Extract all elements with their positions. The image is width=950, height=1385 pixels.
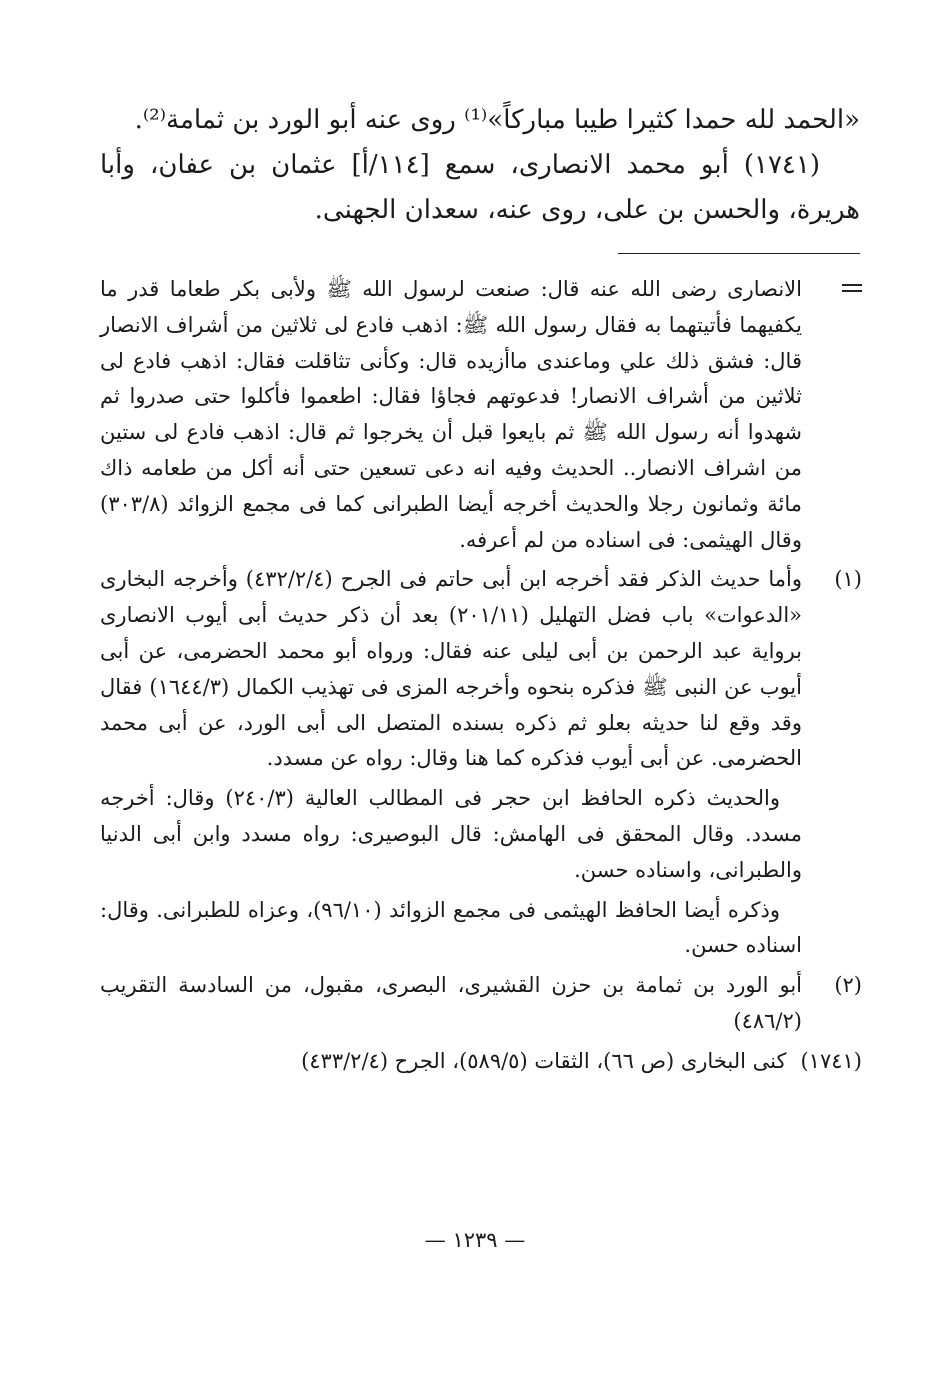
footnote-1741-text: كنى البخارى (ص ٦٦)، الثقات (٥٨٩/٥)، الجرح (٤٣٣/٢/٤) xyxy=(301,1048,787,1073)
footnote-1-para-1: وأما حديث الذكر فقد أخرجه ابن أبى حاتم فى الجرح (٤٣٢/٢/٤) وأخرجه البخارى «الدعوات» باب فضل التهليل (٢٠١/١١) بعد أن ذكر حديث أبى أيوب الانصارى برواية عبد الرحمن بن أبى ليلى عنه فقال: ورواه أبو محمد الحضرمى، عن أبى أيوب عن النبى ﷺ فذكره بنحوه وأخرجه المزى فى تهذيب الكمال (١٦٤٤/٣) فقال وقد وقع لنا حديثه بعلو ثم ذكره بسنده المتصل الى أبى الورد، عن أبى محمد الحضرمى. عن أبى أيوب فذكره كما هنا وقال: رواه عن مسدد. xyxy=(100,567,803,771)
biography-entry-1741: (١٧٤١) أبو محمد الانصارى، سمع [١١٤/أ] عثمان بن عفان، وأبا هريرة، والحسن بن على، روى عنه، سعدان الجهنى. xyxy=(100,150,860,225)
footnote-1-mark: (١) xyxy=(834,567,862,592)
footnotes xyxy=(100,272,862,1080)
continuation-mark xyxy=(802,272,862,558)
footnote-2-text: أبو الورد بن ثمامة بن حزن القشيرى، البصرى، مقبول، من السادسة التقريب (٤٨٦/٢) xyxy=(100,973,802,1033)
page-number: — ١٢٣٩ — xyxy=(424,1228,526,1252)
footnote-separator xyxy=(618,253,860,254)
footnote-1 xyxy=(100,562,862,964)
footnote-1741-mark: (١٧٤١) xyxy=(800,1048,862,1073)
footnote-2-mark: (٢) xyxy=(834,973,862,998)
main-text xyxy=(100,98,860,233)
main-line-1: «الحمد لله حمدا كثيرا طيبا مباركاً»⁽¹⁾ روى عنه أبو الورد بن ثمامة⁽²⁾. xyxy=(134,105,860,135)
footnote-1-para-2: والحديث ذكره الحافظ ابن حجر فى المطالب العالية (٢٤٠/٣) وقال: أخرجه مسدد. وقال المحقق فى الهامش: قال البوصيرى: رواه مسدد وابن أبى الدنيا والطبرانى، واسناده حسن. xyxy=(100,786,802,882)
footnote-2 xyxy=(100,968,862,1040)
footnote-1-para-3: وذكره أيضا الحافظ الهيثمى فى مجمع الزوائد (٩٦/١٠)، وعزاه للطبرانى. وقال: اسناده حسن. xyxy=(100,897,802,958)
footnote-1741 xyxy=(100,1044,862,1080)
continuation-text: الانصارى رضى الله عنه قال: صنعت لرسول الله ﷺ ولأبى بكر طعاما قدر ما يكفيهما فأتيتهما به فقال رسول الله ﷺ: اذهب فادع لى ثلاثين من أشراف الانصار قال: فشق ذلك علي وماعندى ماأزيده قال: وكأنى تثاقلت فقال: اذهب فادع لى ثلاثين من أشراف الانصار! فدعوتهم فجاؤا فقال: اطعموا فأكلوا حتى صدروا ثم شهدوا أنه رسول الله ﷺ ثم بايعوا قبل أن يخرجوا ثم قال: اذهب فادع لى ستين من اشراف الانصار.. الحديث وفيه انه دعى تسعين حتى أنه أكل من طعامه ذاك مائة وثمانون رجلا والحديث أخرجه أيضا الطبرانى كما فى مجمع الزوائد (٣٠٣/٨) وقال الهيثمى: فى اسناده من لم أعرفه. xyxy=(100,277,802,552)
footnote-continuation xyxy=(100,272,862,558)
